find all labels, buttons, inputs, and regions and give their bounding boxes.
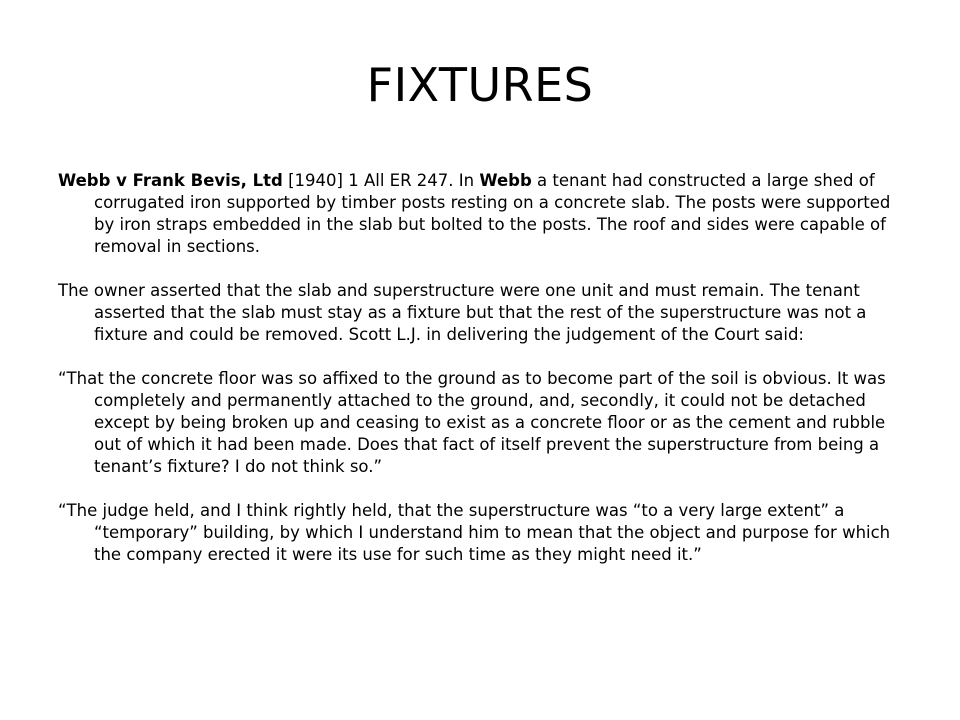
paragraph-quote-judge-held: “The judge held, and I think rightly held, that the superstructure was “to a very large extent” a “temporary” building, by which I understand him to mean that the object and purpose for which the company erected it were its use for such time as they might need it.” [58, 501, 891, 564]
case-facts-text: a tenant had constructed a large shed of corrugated iron supported by timber posts resting on a concrete slab. The posts were supported by iron straps embedded in the slab but bolted to the posts. The roof and sides were capable of removal in sections. [94, 171, 891, 256]
case-name: Webb v Frank Bevis, Ltd [58, 171, 283, 190]
case-short-name: Webb [479, 171, 532, 190]
paragraph-quote-concrete-floor: “That the concrete floor was so affixed to the ground as to become part of the soil is obvious. It was completely and permanently attached to the ground, and, secondly, it could not be detached except by being broken up and ceasing to exist as a concrete floor or as the cement and rubble out of which it had been made. Does that fact of itself prevent the superstructure from being a tenant’s fixture? I do not think so.” [58, 369, 886, 476]
paragraph-owner-assertion: The owner asserted that the slab and superstructure were one unit and must remain. The tenant asserted that the slab must stay as a fixture but that the rest of the superstructure was not a fixture and could be removed. Scott L.J. in delivering the judgement of the Court said: [58, 281, 867, 344]
slide-body [58, 170, 900, 588]
slide-title: FIXTURES [366, 58, 594, 112]
case-citation: [1940] 1 All ER 247. In [282, 171, 480, 190]
paragraph-case-facts [58, 170, 900, 258]
